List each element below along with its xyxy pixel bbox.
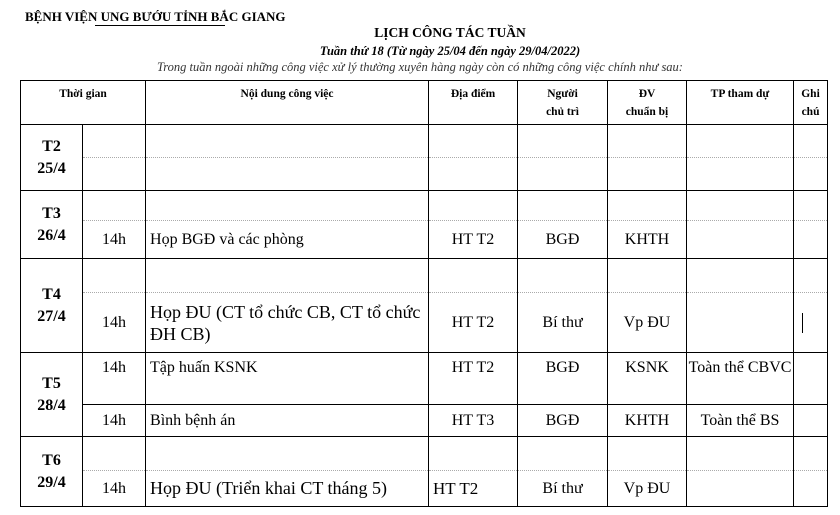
prep-cell: Vp ĐU bbox=[608, 471, 687, 507]
day-cell: T5 28/4 bbox=[21, 353, 83, 437]
organization-name: BỆNH VIỆN UNG BƯỚU TỈNH BẮC GIANG bbox=[25, 9, 286, 24]
table-row bbox=[21, 471, 828, 507]
day-cell: T2 25/4 bbox=[21, 125, 83, 191]
attendees-cell: Toàn thể BS bbox=[687, 405, 794, 437]
day-cell: T3 26/4 bbox=[21, 191, 83, 259]
table-row bbox=[21, 191, 828, 221]
host-cell: BGĐ bbox=[518, 221, 608, 259]
content-cell: Bình bệnh án bbox=[146, 405, 429, 437]
col-attendees-header: TP tham dự bbox=[687, 81, 794, 125]
time-cell: 14h bbox=[83, 405, 146, 437]
table-row bbox=[21, 158, 828, 191]
table-row bbox=[21, 259, 828, 293]
location-cell: HT T2 bbox=[429, 293, 518, 353]
col-host-header: Người chủ trì bbox=[518, 81, 608, 125]
attendees-cell bbox=[687, 293, 794, 353]
attendees-cell bbox=[687, 221, 794, 259]
col-content-header: Nội dung công việc bbox=[146, 81, 429, 125]
host-cell: BGĐ bbox=[518, 405, 608, 437]
col-notes-header: Ghi chú bbox=[794, 81, 828, 125]
content-cell: Họp BGĐ và các phòng bbox=[146, 221, 429, 259]
location-cell: HT T3 bbox=[429, 405, 518, 437]
prep-cell: KHTH bbox=[608, 221, 687, 259]
notes-cell[interactable] bbox=[794, 293, 828, 353]
location-cell: HT T2 bbox=[429, 471, 518, 507]
table-row bbox=[21, 437, 828, 471]
prep-cell: Vp ĐU bbox=[608, 293, 687, 353]
text-cursor bbox=[802, 313, 803, 333]
location-cell: HT T2 bbox=[429, 221, 518, 259]
table-row bbox=[21, 293, 828, 353]
location-cell: HT T2 bbox=[429, 353, 518, 405]
time-cell: 14h bbox=[83, 353, 146, 405]
week-range: Tuần thứ 18 (Từ ngày 25/04 đến ngày 29/04/2022) bbox=[319, 44, 581, 58]
table-row bbox=[21, 125, 828, 158]
col-prep-header: ĐV chuẩn bị bbox=[608, 81, 687, 125]
page-title: LỊCH CÔNG TÁC TUẦN bbox=[374, 25, 526, 40]
table-row bbox=[21, 405, 828, 437]
content-cell: Họp ĐU (Triển khai CT tháng 5) bbox=[146, 471, 429, 507]
header-row bbox=[21, 81, 828, 125]
schedule-table bbox=[20, 80, 828, 507]
table-row bbox=[21, 353, 828, 405]
content-cell: Họp ĐU (CT tổ chức CB, CT tổ chức ĐH CB) bbox=[146, 293, 429, 353]
col-location-header: Địa điểm bbox=[429, 81, 518, 125]
col-time-header: Thời gian bbox=[21, 81, 146, 125]
host-cell: BGĐ bbox=[518, 353, 608, 405]
intro-note: Trong tuần ngoài những công việc xử lý thường xuyên hàng ngày còn có những công việc chính như sau: bbox=[157, 60, 683, 74]
time-cell: 14h bbox=[83, 293, 146, 353]
prep-cell: KSNK bbox=[608, 353, 687, 405]
prep-cell: KHTH bbox=[608, 405, 687, 437]
day-cell: T6 29/4 bbox=[21, 437, 83, 507]
host-cell: Bí thư bbox=[518, 471, 608, 507]
content-cell: Tập huấn KSNK bbox=[146, 353, 429, 405]
attendees-cell: Toàn thể CBVC bbox=[687, 353, 794, 405]
attendees-cell bbox=[687, 471, 794, 507]
day-cell: T4 27/4 bbox=[21, 259, 83, 353]
table-row bbox=[21, 221, 828, 259]
time-cell: 14h bbox=[83, 221, 146, 259]
time-cell: 14h bbox=[83, 471, 146, 507]
host-cell: Bí thư bbox=[518, 293, 608, 353]
